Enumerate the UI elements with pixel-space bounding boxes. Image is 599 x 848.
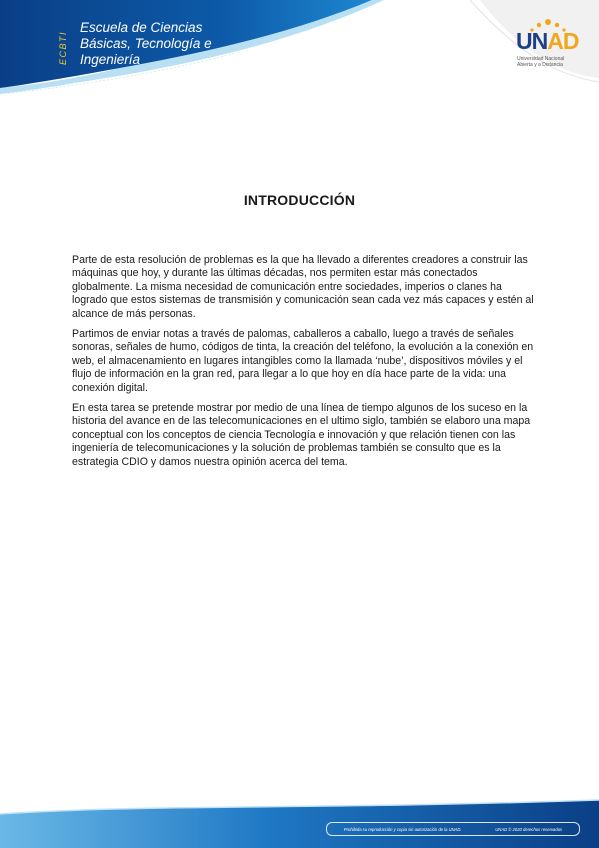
logo-subtitle: Universidad Nacional Abierta y a Distancia xyxy=(517,56,565,68)
footer-prohibition: Prohibida su reproducción y copia sin autorización de la UNAD. xyxy=(343,826,462,832)
document-body xyxy=(72,254,534,476)
footer-copyright: UNAD © 2020 derechos reservados xyxy=(495,826,563,832)
paragraph: En esta tarea se pretende mostrar por medio de una línea de tiempo algunos de los suceso en la historia del avance en de las telecomunicaciones en el ultimo siglo, también se elaboro una mapa conceptual con los conceptos de ciencia Tecnología e innovación y que relación tienen con las ingeniería de telecomunicaciones y la solución de problemas también se consulto que es la estrategia CDIO y damos nuestra opinión acerca del tema. xyxy=(72,402,531,468)
ecbti-badge: ECBTI xyxy=(58,30,69,66)
school-name xyxy=(80,20,280,68)
unad-logo xyxy=(508,14,588,74)
logo-wordmark: UNAD xyxy=(516,28,579,54)
page-title: INTRODUCCIÓN xyxy=(243,192,356,208)
paragraph: Parte de esta resolución de problemas es la que ha llevado a diferentes creadores a construir las máquinas que hoy, y durante las últimas décadas, nos permiten estar más conectados globalmente. La misma necesidad de comunicación entre sociedades, imperios o clanes ha logrado que estos sistemas de transmisión y comunicación sean cada vez más capaces y estén al alcance de más personas. xyxy=(72,254,534,320)
school-name-line: Escuela de Ciencias xyxy=(80,20,203,35)
school-name-line: Básicas, Tecnología e xyxy=(80,36,212,51)
page-header xyxy=(0,0,599,110)
paragraph: Partimos de enviar notas a través de palomas, caballeros a caballo, luego a través de señales sonoras, señales de humo, códigos de tinta, la creación del teléfono, la evolución a la conexión en web, el almacenamiento en lugares intangibles como la llamada ‘nube’, dispositivos móviles y el flujo de información en la gran red, para llegar a lo que hoy en día hace parte de la vida: una conexión digital. xyxy=(72,328,534,394)
footer-notice xyxy=(326,822,580,836)
school-name-line: Ingeniería xyxy=(80,52,141,67)
